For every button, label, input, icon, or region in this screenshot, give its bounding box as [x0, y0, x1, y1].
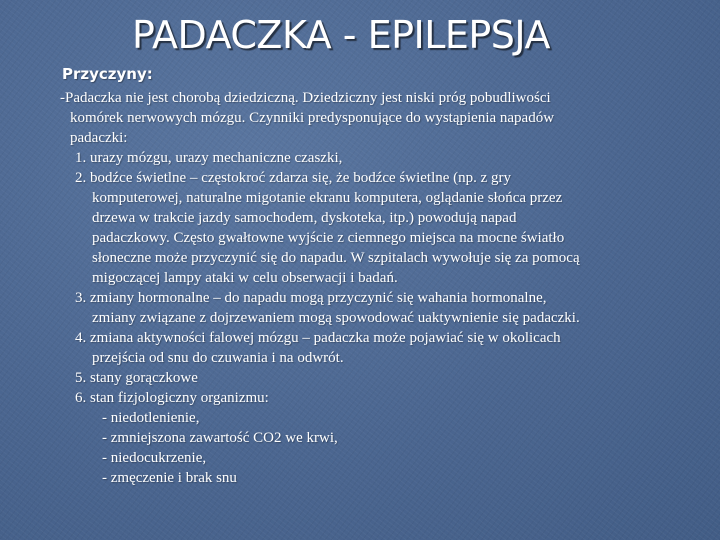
list-item-3: 3. zmiany hormonalne – do napadu mogą przyczynić się wahania hormonalne,	[75, 290, 547, 306]
section-heading: Przyczyny:	[62, 65, 153, 83]
list-item-2-cont: migoczącej lampy ataki w celu obserwacji i badań.	[92, 270, 398, 286]
list-item-1: 1. urazy mózgu, urazy mechaniczne czaszki,	[75, 150, 343, 166]
list-item-5: 5. stany gorączkowe	[75, 370, 198, 386]
sub-item-zmeczenie: - zmęczenie i brak snu	[102, 470, 237, 486]
slide-title: PADACZKA - EPILEPSJA	[132, 13, 550, 57]
sub-item-niedotlenienie: - niedotlenienie,	[102, 410, 200, 426]
body-line-intro: -Padaczka nie jest chorobą dziedziczną. Dziedziczny jest niski próg pobudliwości	[60, 90, 551, 106]
sub-item-niedocukrzenie: - niedocukrzenie,	[102, 450, 207, 466]
list-item-2-cont: komputerowej, naturalne migotanie ekranu komputera, oglądanie słońca przez	[92, 190, 563, 206]
sub-item-co2: - zmniejszona zawartość CO2 we krwi,	[102, 430, 338, 446]
list-item-4-cont: przejścia od snu do czuwania i na odwrót.	[92, 350, 344, 366]
list-item-2-cont: drzewa w trakcie jazdy samochodem, dyskoteka, itp.) powodują napad	[92, 210, 517, 226]
list-item-2-cont: słoneczne może przyczynić się do napadu. W szpitalach wywołuje się za pomocą	[92, 250, 580, 266]
list-item-2-cont: padaczkowy. Często gwałtowne wyjście z ciemnego miejsca na mocne światło	[92, 230, 565, 246]
body-line-intro-end: padaczki:	[70, 130, 128, 146]
body-line-intro-cont: komórek nerwowych mózgu. Czynniki predysponujące do wystąpienia napadów	[70, 110, 555, 126]
list-item-2: 2. bodźce świetlne – częstokroć zdarza się, że bodźce świetlne (np. z gry	[75, 170, 512, 186]
list-item-6: 6. stan fizjologiczny organizmu:	[75, 390, 269, 406]
list-item-3-cont: zmiany związane z dojrzewaniem mogą spowodować uaktywnienie się padaczki.	[92, 310, 580, 326]
list-item-4: 4. zmiana aktywności falowej mózgu – padaczka może pojawiać się w okolicach	[75, 330, 561, 346]
